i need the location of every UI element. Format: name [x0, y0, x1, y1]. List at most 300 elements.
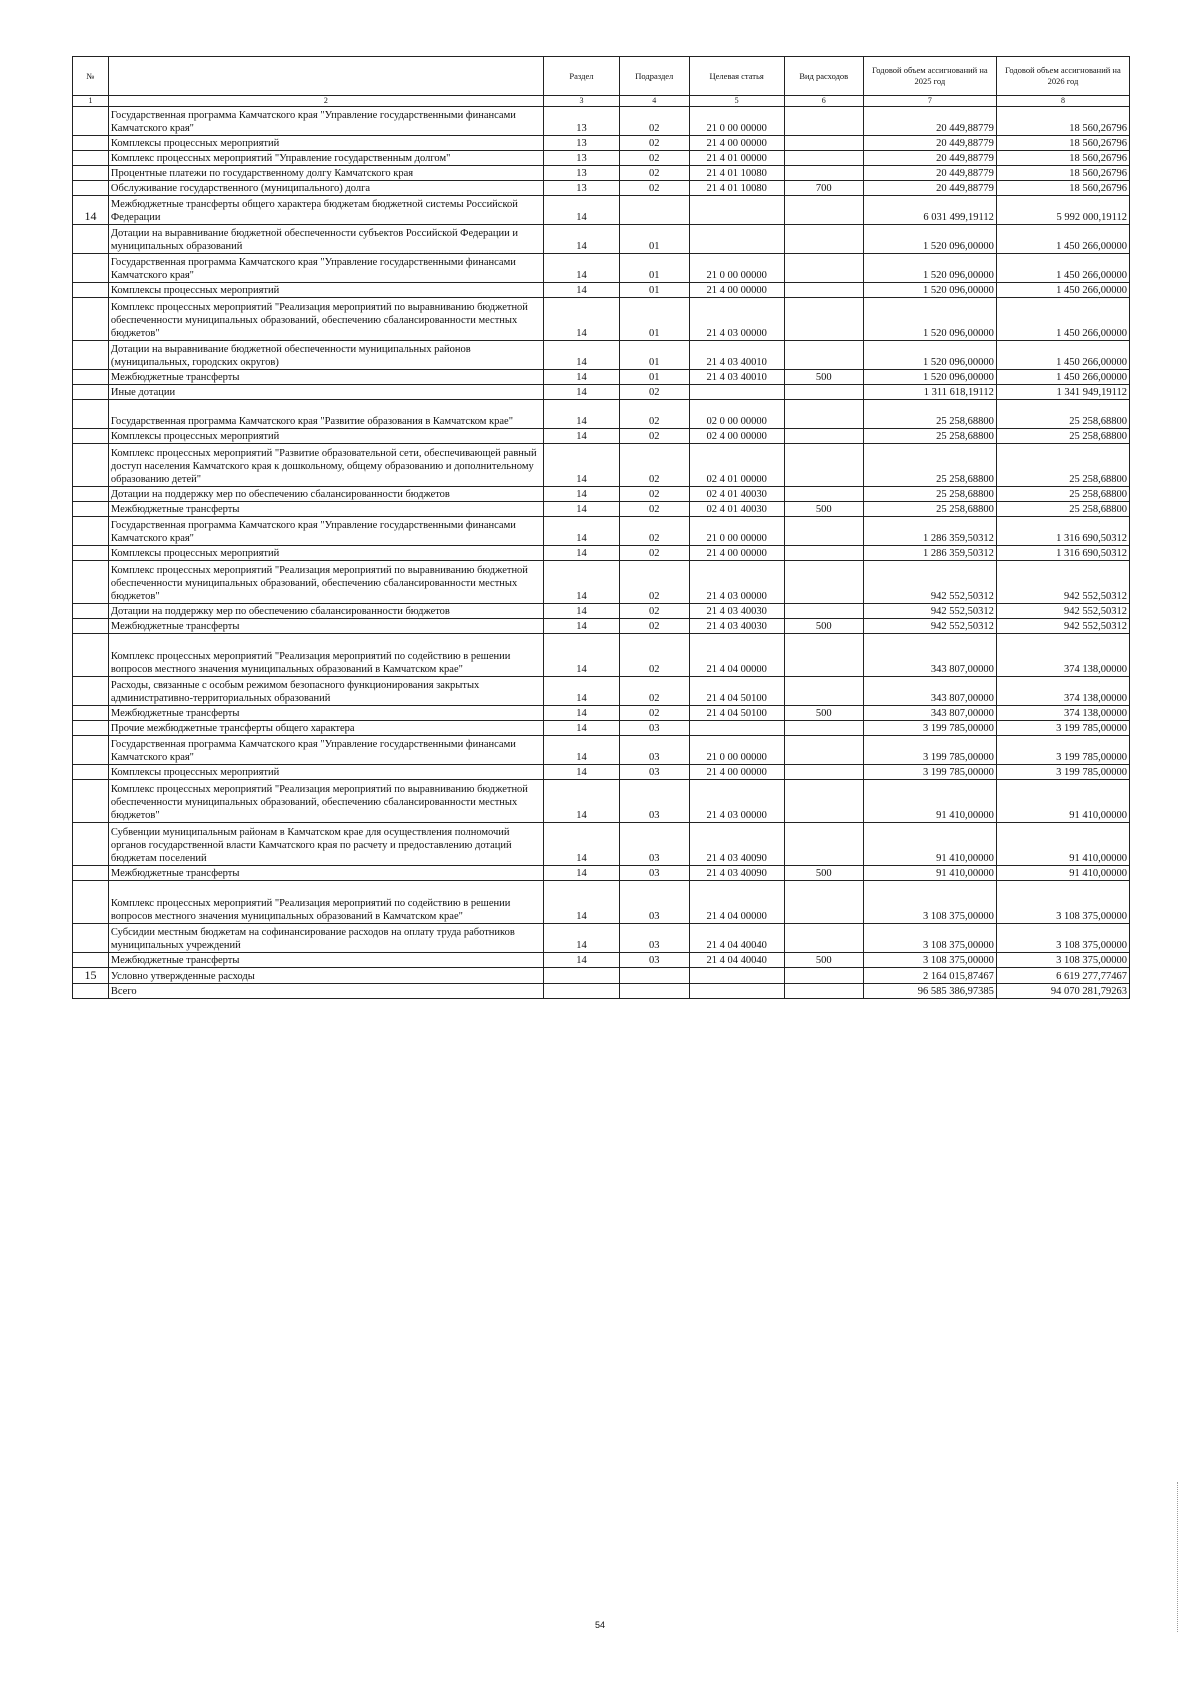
row-number	[73, 634, 109, 677]
table-row	[73, 429, 1130, 444]
row-name: Государственная программа Камчатского края "Управление государственными финансами Камчатского края"	[108, 254, 543, 283]
row-expense-type	[784, 298, 863, 341]
row-volume-2026: 18 560,26796	[996, 151, 1129, 166]
row-article	[689, 196, 784, 225]
row-section: 14	[543, 429, 619, 444]
table-header	[73, 57, 1130, 107]
row-volume-2026: 18 560,26796	[996, 181, 1129, 196]
row-name: Межбюджетные трансферты	[108, 866, 543, 881]
row-article: 02 4 01 00000	[689, 444, 784, 487]
table-row	[73, 677, 1130, 706]
row-expense-type: 500	[784, 502, 863, 517]
row-expense-type	[784, 151, 863, 166]
row-volume-2025: 20 449,88779	[863, 107, 996, 136]
row-volume-2026: 1 316 690,50312	[996, 517, 1129, 546]
row-number	[73, 721, 109, 736]
col-number: 4	[619, 96, 689, 107]
row-expense-type	[784, 107, 863, 136]
table-row	[73, 385, 1130, 400]
row-subsection	[619, 984, 689, 999]
row-subsection: 02	[619, 487, 689, 502]
col-number: 3	[543, 96, 619, 107]
row-section: 14	[543, 736, 619, 765]
row-name: Комплексы процессных мероприятий	[108, 765, 543, 780]
row-article: 21 4 04 00000	[689, 634, 784, 677]
row-number	[73, 166, 109, 181]
row-section: 14	[543, 546, 619, 561]
row-volume-2025: 1 520 096,00000	[863, 254, 996, 283]
row-volume-2025: 3 199 785,00000	[863, 721, 996, 736]
row-number	[73, 298, 109, 341]
row-subsection: 01	[619, 283, 689, 298]
row-subsection: 02	[619, 677, 689, 706]
row-volume-2025: 1 520 096,00000	[863, 225, 996, 254]
row-volume-2025: 343 807,00000	[863, 677, 996, 706]
row-number	[73, 385, 109, 400]
row-article: 21 4 03 40010	[689, 370, 784, 385]
row-article: 21 4 04 40040	[689, 953, 784, 968]
table-row	[73, 924, 1130, 953]
row-article	[689, 721, 784, 736]
row-volume-2025: 942 552,50312	[863, 561, 996, 604]
row-section: 14	[543, 400, 619, 429]
row-volume-2025: 1 286 359,50312	[863, 546, 996, 561]
row-volume-2026: 3 108 375,00000	[996, 953, 1129, 968]
row-section: 14	[543, 254, 619, 283]
row-subsection: 03	[619, 780, 689, 823]
row-article	[689, 225, 784, 254]
row-number	[73, 780, 109, 823]
row-expense-type	[784, 561, 863, 604]
row-volume-2026: 25 258,68800	[996, 429, 1129, 444]
row-volume-2025: 25 258,68800	[863, 444, 996, 487]
row-section: 14	[543, 517, 619, 546]
row-subsection: 02	[619, 444, 689, 487]
row-subsection: 02	[619, 107, 689, 136]
row-section: 14	[543, 881, 619, 924]
row-subsection: 02	[619, 400, 689, 429]
row-article: 21 0 00 00000	[689, 736, 784, 765]
row-article: 02 4 01 40030	[689, 487, 784, 502]
row-number	[73, 924, 109, 953]
row-number	[73, 181, 109, 196]
col-number: 5	[689, 96, 784, 107]
row-expense-type	[784, 823, 863, 866]
row-subsection: 02	[619, 619, 689, 634]
row-article: 21 0 00 00000	[689, 517, 784, 546]
row-expense-type	[784, 546, 863, 561]
row-volume-2025: 1 520 096,00000	[863, 283, 996, 298]
row-subsection: 03	[619, 823, 689, 866]
row-volume-2026: 91 410,00000	[996, 780, 1129, 823]
row-volume-2026: 1 316 690,50312	[996, 546, 1129, 561]
col-number: 2	[108, 96, 543, 107]
row-volume-2025: 91 410,00000	[863, 866, 996, 881]
row-name: Государственная программа Камчатского края "Управление государственными финансами Камчатского края"	[108, 517, 543, 546]
row-number	[73, 881, 109, 924]
table-row	[73, 968, 1130, 984]
row-article: 21 4 03 40030	[689, 604, 784, 619]
row-volume-2025: 3 108 375,00000	[863, 924, 996, 953]
row-article: 21 4 03 40090	[689, 823, 784, 866]
row-volume-2026: 1 450 266,00000	[996, 254, 1129, 283]
row-expense-type	[784, 429, 863, 444]
row-name: Комплексы процессных мероприятий	[108, 429, 543, 444]
row-article: 21 4 00 00000	[689, 765, 784, 780]
row-number	[73, 706, 109, 721]
table-row	[73, 561, 1130, 604]
table-row	[73, 619, 1130, 634]
row-expense-type	[784, 341, 863, 370]
table-row	[73, 181, 1130, 196]
row-expense-type	[784, 196, 863, 225]
row-volume-2025: 942 552,50312	[863, 604, 996, 619]
table-row	[73, 370, 1130, 385]
row-section: 14	[543, 619, 619, 634]
row-expense-type	[784, 924, 863, 953]
row-subsection: 03	[619, 765, 689, 780]
row-subsection: 03	[619, 721, 689, 736]
table-row	[73, 984, 1130, 999]
table-row	[73, 634, 1130, 677]
row-name: Государственная программа Камчатского края "Развитие образования в Камчатском крае"	[108, 400, 543, 429]
row-name: Субвенции муниципальным районам в Камчатском крае для осуществления полномочий органов государственной власти Камчатского края по расчету и предоставлению дотаций бюджетам поселений	[108, 823, 543, 866]
row-name: Комплекс процессных мероприятий "Управление государственным долгом"	[108, 151, 543, 166]
row-volume-2026: 942 552,50312	[996, 604, 1129, 619]
row-name: Обслуживание государственного (муниципального) долга	[108, 181, 543, 196]
budget-table	[72, 56, 1130, 999]
row-name: Межбюджетные трансферты	[108, 502, 543, 517]
table-row	[73, 400, 1130, 429]
row-name: Прочие межбюджетные трансферты общего характера	[108, 721, 543, 736]
row-section: 14	[543, 502, 619, 517]
row-section: 14	[543, 924, 619, 953]
row-number	[73, 136, 109, 151]
row-subsection: 03	[619, 924, 689, 953]
row-volume-2026: 25 258,68800	[996, 444, 1129, 487]
row-volume-2025: 91 410,00000	[863, 780, 996, 823]
row-volume-2026: 3 108 375,00000	[996, 881, 1129, 924]
row-volume-2025: 20 449,88779	[863, 136, 996, 151]
row-volume-2026: 374 138,00000	[996, 634, 1129, 677]
row-number	[73, 953, 109, 968]
row-name: Комплексы процессных мероприятий	[108, 136, 543, 151]
row-name: Комплекс процессных мероприятий "Реализация мероприятий по выравниванию бюджетной обеспеченности муниципальных образований, обеспечению сбалансированности местных бюджетов"	[108, 298, 543, 341]
row-article: 21 4 00 00000	[689, 546, 784, 561]
row-section: 14	[543, 298, 619, 341]
row-article: 21 4 04 50100	[689, 706, 784, 721]
row-volume-2026: 3 108 375,00000	[996, 924, 1129, 953]
row-expense-type	[784, 385, 863, 400]
row-number	[73, 283, 109, 298]
row-number	[73, 400, 109, 429]
row-article: 21 4 03 00000	[689, 561, 784, 604]
row-expense-type	[784, 721, 863, 736]
row-expense-type	[784, 984, 863, 999]
row-name: Межбюджетные трансферты	[108, 370, 543, 385]
row-volume-2025: 343 807,00000	[863, 634, 996, 677]
row-expense-type	[784, 765, 863, 780]
table-row	[73, 765, 1130, 780]
scan-edge-mark	[1177, 1482, 1181, 1632]
row-number	[73, 151, 109, 166]
header-article: Целевая статья	[689, 57, 784, 96]
row-article: 02 0 00 00000	[689, 400, 784, 429]
row-expense-type: 500	[784, 866, 863, 881]
row-volume-2025: 3 108 375,00000	[863, 953, 996, 968]
row-name: Комплекс процессных мероприятий "Реализация мероприятий по выравниванию бюджетной обеспеченности муниципальных образований, обеспечению сбалансированности местных бюджетов"	[108, 780, 543, 823]
row-expense-type: 500	[784, 953, 863, 968]
table-row	[73, 283, 1130, 298]
row-section: 14	[543, 370, 619, 385]
table-row	[73, 866, 1130, 881]
row-volume-2025: 1 286 359,50312	[863, 517, 996, 546]
row-number	[73, 823, 109, 866]
row-section: 13	[543, 136, 619, 151]
row-subsection: 02	[619, 561, 689, 604]
row-subsection: 02	[619, 634, 689, 677]
row-subsection: 02	[619, 385, 689, 400]
table-row	[73, 721, 1130, 736]
table-row	[73, 341, 1130, 370]
table-row	[73, 136, 1130, 151]
row-name: Дотации на поддержку мер по обеспечению сбалансированности бюджетов	[108, 604, 543, 619]
row-name: Субсидии местным бюджетам на софинансирование расходов на оплату труда работников муниципальных учреждений	[108, 924, 543, 953]
row-section: 14	[543, 487, 619, 502]
row-article: 21 4 00 00000	[689, 136, 784, 151]
row-volume-2025: 25 258,68800	[863, 487, 996, 502]
row-number	[73, 546, 109, 561]
table-row	[73, 604, 1130, 619]
row-subsection: 02	[619, 181, 689, 196]
row-article: 21 4 04 50100	[689, 677, 784, 706]
row-volume-2025: 25 258,68800	[863, 429, 996, 444]
row-subsection: 02	[619, 429, 689, 444]
row-expense-type	[784, 136, 863, 151]
row-volume-2025: 942 552,50312	[863, 619, 996, 634]
row-subsection: 02	[619, 706, 689, 721]
row-expense-type	[784, 166, 863, 181]
row-volume-2026: 3 199 785,00000	[996, 736, 1129, 765]
table-row	[73, 881, 1130, 924]
row-section: 14	[543, 706, 619, 721]
row-volume-2026: 942 552,50312	[996, 561, 1129, 604]
row-volume-2026: 1 450 266,00000	[996, 298, 1129, 341]
row-volume-2025: 2 164 015,87467	[863, 968, 996, 984]
row-name: Всего	[108, 984, 543, 999]
row-section: 14	[543, 341, 619, 370]
row-number	[73, 866, 109, 881]
row-volume-2026: 1 341 949,19112	[996, 385, 1129, 400]
row-volume-2026: 3 199 785,00000	[996, 721, 1129, 736]
table-row	[73, 736, 1130, 765]
row-subsection: 01	[619, 225, 689, 254]
col-number: 7	[863, 96, 996, 107]
row-volume-2025: 20 449,88779	[863, 166, 996, 181]
row-volume-2025: 6 031 499,19112	[863, 196, 996, 225]
row-number	[73, 107, 109, 136]
row-number	[73, 429, 109, 444]
row-volume-2026: 91 410,00000	[996, 866, 1129, 881]
row-article: 21 4 03 40010	[689, 341, 784, 370]
row-section: 14	[543, 677, 619, 706]
row-number	[73, 517, 109, 546]
row-number	[73, 254, 109, 283]
row-name: Комплексы процессных мероприятий	[108, 546, 543, 561]
row-subsection: 02	[619, 166, 689, 181]
header-expense-type: Вид расходов	[784, 57, 863, 96]
row-volume-2025: 3 199 785,00000	[863, 765, 996, 780]
row-name: Комплекс процессных мероприятий "Реализация мероприятий по содействию в решении вопросов местного значения муниципальных образований в Камчатском крае"	[108, 634, 543, 677]
row-section: 14	[543, 866, 619, 881]
row-number	[73, 984, 109, 999]
row-volume-2026: 374 138,00000	[996, 706, 1129, 721]
row-volume-2026: 25 258,68800	[996, 502, 1129, 517]
row-name: Расходы, связанные с особым режимом безопасного функционирования закрытых административно-территориальных образований	[108, 677, 543, 706]
row-name: Межбюджетные трансферты общего характера бюджетам бюджетной системы Российской Федерации	[108, 196, 543, 225]
row-number	[73, 561, 109, 604]
row-volume-2026: 5 992 000,19112	[996, 196, 1129, 225]
row-article: 21 4 00 00000	[689, 283, 784, 298]
row-subsection: 02	[619, 517, 689, 546]
row-volume-2025: 3 199 785,00000	[863, 736, 996, 765]
row-volume-2026: 91 410,00000	[996, 823, 1129, 866]
row-article: 21 0 00 00000	[689, 254, 784, 283]
row-article: 21 4 01 00000	[689, 151, 784, 166]
row-subsection: 02	[619, 151, 689, 166]
row-volume-2026: 1 450 266,00000	[996, 225, 1129, 254]
page-number: 54	[594, 1620, 605, 1630]
row-article	[689, 968, 784, 984]
table-row	[73, 502, 1130, 517]
row-number	[73, 502, 109, 517]
row-expense-type	[784, 283, 863, 298]
table-row	[73, 953, 1130, 968]
row-volume-2026: 6 619 277,77467	[996, 968, 1129, 984]
table-row	[73, 196, 1130, 225]
row-subsection	[619, 968, 689, 984]
row-expense-type	[784, 225, 863, 254]
row-section: 14	[543, 780, 619, 823]
row-section: 14	[543, 721, 619, 736]
row-volume-2025: 91 410,00000	[863, 823, 996, 866]
row-article: 21 4 04 40040	[689, 924, 784, 953]
row-volume-2026: 942 552,50312	[996, 619, 1129, 634]
row-article	[689, 385, 784, 400]
row-article: 02 4 01 40030	[689, 502, 784, 517]
row-number	[73, 341, 109, 370]
row-name: Условно утвержденные расходы	[108, 968, 543, 984]
row-subsection: 03	[619, 866, 689, 881]
table-row	[73, 254, 1130, 283]
table-row	[73, 166, 1130, 181]
row-expense-type	[784, 634, 863, 677]
row-subsection: 02	[619, 546, 689, 561]
row-subsection: 02	[619, 604, 689, 619]
row-volume-2025: 1 520 096,00000	[863, 341, 996, 370]
row-volume-2025: 25 258,68800	[863, 502, 996, 517]
table-row	[73, 151, 1130, 166]
row-expense-type	[784, 881, 863, 924]
row-volume-2026: 18 560,26796	[996, 166, 1129, 181]
row-volume-2025: 3 108 375,00000	[863, 881, 996, 924]
row-name: Дотации на выравнивание бюджетной обеспеченности муниципальных районов (муниципальных, городских округов)	[108, 341, 543, 370]
col-number: 8	[996, 96, 1129, 107]
row-section: 14	[543, 953, 619, 968]
row-expense-type	[784, 254, 863, 283]
row-expense-type: 500	[784, 706, 863, 721]
header-section: Раздел	[543, 57, 619, 96]
row-section: 13	[543, 166, 619, 181]
row-section: 13	[543, 151, 619, 166]
header-num: №	[73, 57, 109, 96]
row-volume-2026: 3 199 785,00000	[996, 765, 1129, 780]
row-section: 14	[543, 225, 619, 254]
row-section: 14	[543, 765, 619, 780]
row-article: 21 4 03 00000	[689, 780, 784, 823]
row-name: Комплекс процессных мероприятий "Реализация мероприятий по содействию в решении вопросов местного значения муниципальных образований в Камчатском крае"	[108, 881, 543, 924]
row-number	[73, 619, 109, 634]
row-section	[543, 968, 619, 984]
row-number	[73, 370, 109, 385]
row-volume-2025: 25 258,68800	[863, 400, 996, 429]
row-expense-type	[784, 968, 863, 984]
row-article: 21 4 04 00000	[689, 881, 784, 924]
row-subsection: 03	[619, 953, 689, 968]
row-number	[73, 604, 109, 619]
table-row	[73, 546, 1130, 561]
col-number: 1	[73, 96, 109, 107]
row-article: 21 4 01 10080	[689, 181, 784, 196]
row-article: 21 0 00 00000	[689, 107, 784, 136]
row-volume-2026: 1 450 266,00000	[996, 370, 1129, 385]
table-row	[73, 107, 1130, 136]
table-row	[73, 298, 1130, 341]
row-volume-2026: 1 450 266,00000	[996, 283, 1129, 298]
row-section: 14	[543, 634, 619, 677]
row-article: 21 4 03 40090	[689, 866, 784, 881]
row-expense-type	[784, 444, 863, 487]
row-number	[73, 765, 109, 780]
header-subsection: Подраздел	[619, 57, 689, 96]
row-article: 02 4 00 00000	[689, 429, 784, 444]
table-row	[73, 780, 1130, 823]
row-name: Государственная программа Камчатского края "Управление государственными финансами Камчатского края"	[108, 107, 543, 136]
row-name: Иные дотации	[108, 385, 543, 400]
row-article: 21 4 03 40030	[689, 619, 784, 634]
row-article	[689, 984, 784, 999]
row-section: 14	[543, 604, 619, 619]
row-section: 14	[543, 561, 619, 604]
row-name: Процентные платежи по государственному долгу Камчатского края	[108, 166, 543, 181]
table-row	[73, 487, 1130, 502]
row-number	[73, 487, 109, 502]
row-article: 21 4 01 10080	[689, 166, 784, 181]
row-subsection	[619, 196, 689, 225]
row-volume-2025: 1 311 618,19112	[863, 385, 996, 400]
row-name: Государственная программа Камчатского края "Управление государственными финансами Камчатского края"	[108, 736, 543, 765]
row-subsection: 02	[619, 502, 689, 517]
row-volume-2026: 25 258,68800	[996, 400, 1129, 429]
row-expense-type: 500	[784, 619, 863, 634]
row-expense-type	[784, 736, 863, 765]
row-name: Комплекс процессных мероприятий "Реализация мероприятий по выравниванию бюджетной обеспеченности муниципальных образований, обеспечению сбалансированности местных бюджетов"	[108, 561, 543, 604]
row-volume-2025: 1 520 096,00000	[863, 298, 996, 341]
row-volume-2025: 20 449,88779	[863, 151, 996, 166]
row-number	[73, 444, 109, 487]
row-subsection: 01	[619, 341, 689, 370]
row-subsection: 03	[619, 736, 689, 765]
